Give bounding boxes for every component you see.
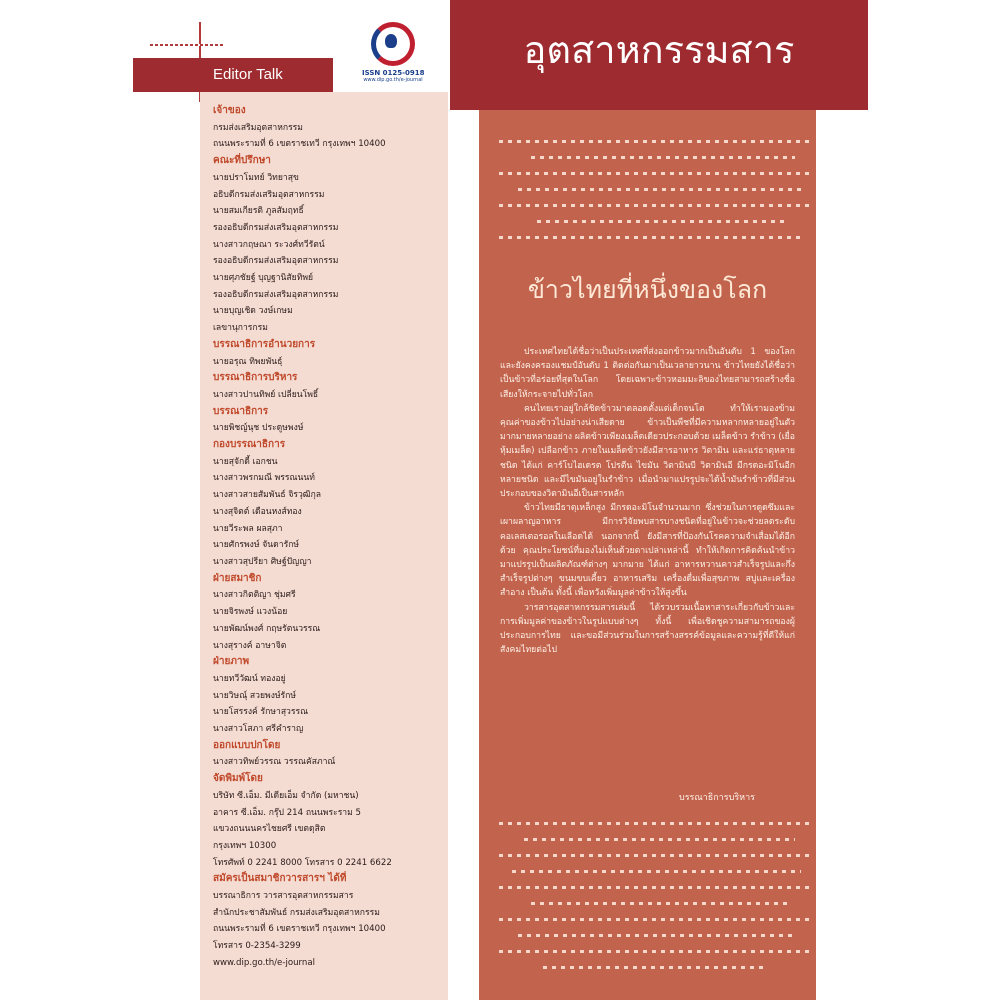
article-paragraph: คนไทยเราอยู่ใกล้ชิดข้าวมาตลอดตั้งแต่เด็กจนโต ทำให้เรามองข้ามคุณค่าของข้าวไปอย่างน่าเสียดาย ข้าวเป็นพืชที่มีความหลากหลายอยู่ในตัวมากมายหลายอย่าง ผลิตข้าวเพียงเมล็ดเดียวประกอบด้วย เมล็ดข้าว รำข้าว (เยื่อหุ้มเมล็ด) เปลือกข้าว ภายในเมล็ดข้าวยังมีสารอาหาร วิตามิน และแร่ธาตุหลายชนิด ได้แก่ คาร์โบไฮเดรต โปรตีน ไขมัน วิตามินบี วิตามินอี มีกรดอะมิโนอีกหลายชนิด และมีไขมันอยู่ในรำข้าว เมื่อนำมาแปรรูปจะได้น้ำมันรำข้าวที่มีส่วนประกอบของวิตามินอีเป็นสารหลัก bbox=[500, 403, 795, 500]
staff-heading: จัดพิมพ์โดย bbox=[213, 773, 263, 785]
staff-entry: นายทวีวัฒน์ ทองอยู่ bbox=[213, 673, 286, 684]
staff-entry: www.dip.go.th/e-journal bbox=[213, 957, 316, 968]
dip-logo bbox=[362, 22, 424, 94]
staff-entry: รองอธิบดีกรมส่งเสริมอุตสาหกรรม bbox=[213, 222, 339, 233]
staff-entry: นางสาวปานทิพย์ เปลี่ยนโพธิ์ bbox=[213, 389, 319, 400]
decorative-cross-horizontal bbox=[150, 44, 225, 46]
staff-entry: อธิบดีกรมส่งเสริมอุตสาหกรรม bbox=[213, 189, 325, 200]
staff-heading: ออกแบบปกโดย bbox=[213, 739, 281, 751]
staff-entry: นางสาวกฤษณา ระวงศ์ทวีรัตน์ bbox=[213, 239, 325, 250]
staff-entry: นางสาวสุปรียา ศิษฐ์ปัญญา bbox=[213, 556, 312, 567]
staff-entry: นายอรุณ ทิพยพันธุ์ bbox=[213, 356, 283, 367]
staff-heading: บรรณาธิการบริหาร bbox=[213, 372, 298, 384]
staff-heading: สมัครเป็นสมาชิกวารสารฯ ได้ที่ bbox=[213, 873, 347, 885]
staff-entry: เลขานุการกรม bbox=[213, 323, 268, 334]
magazine-title: อุตสาหกรรมสาร bbox=[523, 28, 795, 72]
staff-entry: โทรศัพท์ 0 2241 8000 โทรสาร 0 2241 6622 bbox=[213, 857, 392, 868]
staff-entry: นายปราโมทย์ วิทยาสุข bbox=[213, 172, 299, 183]
section-label: Editor Talk bbox=[213, 66, 283, 83]
staff-entry: นางสาวทิพย์วรรณ วรรณคัสภาณ์ bbox=[213, 757, 336, 768]
staff-entry: อาคาร ซี.เอ็ม. กรุ๊ป 214 ถนนพระราม 5 bbox=[213, 807, 361, 818]
staff-entry: แขวงถนนนครไชยศรี เขตดุสิต bbox=[213, 824, 326, 835]
staff-entry: นายศุภชัยฐ์ บุญฐานิสัยทิพย์ bbox=[213, 273, 314, 284]
article-paragraph: ประเทศไทยได้ชื่อว่าเป็นประเทศที่ส่งออกข้าวมากเป็นอันดับ 1 ของโลก และยังคงครองแชมป์อันดับ 1 ติดต่อกันมาเป็นเวลายาวนาน ข้าวไทยยังได้ชื่อว่าเป็นข้าวที่อร่อยที่สุดในโลก โดยเฉพาะข้าวหอมมะลิของไทยสามารถสร้างชื่อเสียงให้กระจายไปทั่วโลก bbox=[500, 347, 795, 400]
staff-entry: นางสุจิตต์ เดือนหงส์ทอง bbox=[213, 506, 302, 517]
staff-heading: ฝ่ายภาพ bbox=[213, 656, 250, 668]
staff-entry: โทรสาร 0-2354-3299 bbox=[213, 941, 301, 952]
staff-list bbox=[213, 103, 443, 972]
staff-entry: นายสมเกียรติ ภูลสัมฤทธิ์ bbox=[213, 206, 304, 217]
staff-heading: เจ้าของ bbox=[213, 105, 246, 116]
staff-entry: นายวีระพล ผลสุภา bbox=[213, 523, 283, 534]
staff-entry: สำนักประชาสัมพันธ์ กรมส่งเสริมอุตสาหกรรม bbox=[213, 907, 380, 918]
staff-heading: บรรณาธิการ bbox=[213, 405, 269, 417]
staff-heading: คณะที่ปรึกษา bbox=[213, 155, 271, 167]
staff-entry: นางสาวสายสัมพันธ์ จิรวุฒิกุล bbox=[213, 490, 322, 501]
staff-entry: นายศักรพงษ์ จันดารักษ์ bbox=[213, 540, 300, 551]
masthead bbox=[448, 0, 868, 110]
staff-heading: กองบรรณาธิการ bbox=[213, 439, 286, 451]
staff-entry: นายพิชญ์นุช ประดูษพงษ์ bbox=[213, 423, 304, 434]
article-body bbox=[500, 345, 795, 657]
staff-entry: รองอธิบดีกรมส่งเสริมอุตสาหกรรม bbox=[213, 256, 339, 267]
decorative-dots-top bbox=[499, 140, 814, 252]
logo-url: www.dip.go.th/e-journal bbox=[363, 77, 423, 83]
article-headline: ข้าวไทยที่หนึ่งของโลก bbox=[527, 275, 768, 304]
staff-entry: รองอธิบดีกรมส่งเสริมอุตสาหกรรม bbox=[213, 289, 339, 300]
staff-heading: ฝ่ายสมาชิก bbox=[213, 572, 262, 584]
staff-entry: นางสุรางค์ อาษาจิต bbox=[213, 640, 287, 651]
staff-entry: ถนนพระรามที่ 6 เขตราชเทวี กรุงเทพฯ 10400 bbox=[213, 924, 386, 935]
staff-heading: บรรณาธิการอำนวยการ bbox=[213, 338, 316, 350]
staff-entry: กรุงเทพฯ 10300 bbox=[213, 840, 277, 851]
article-signature: บรรณาธิการบริหาร bbox=[679, 793, 755, 803]
staff-entry: นายโสรรงค์ รักษาสุวรรณ bbox=[213, 707, 309, 718]
article-paragraph: วารสารอุตสาหกรรมสารเล่มนี้ ได้รวบรวมเนื้อหาสาระเกี่ยวกับข้าวและการเพิ่มมูลค่าของข้าวในรูปแบบต่างๆ ทั้งนี้ เพื่อเชิดชูความสามารถของผู้ประกอบการไทย และขอมีส่วนร่วมในการสร้างสรรค์ข้อมูลและความรู้ที่ดีให้แก่สังคมไทยต่อไป bbox=[500, 602, 795, 656]
decorative-dots-bottom bbox=[499, 822, 814, 982]
staff-entry: บริษัท ซี.เอ็ม. มีเดียเอ็ม จำกัด (มหาชน) bbox=[213, 790, 359, 801]
staff-entry: นายวิษณุ์ สวยพงษ์รักษ์ bbox=[213, 690, 297, 701]
logo-emblem-icon bbox=[371, 22, 415, 66]
section-label-bar bbox=[133, 58, 333, 92]
staff-entry: นายพัฒน์พงศ์ กฤษรัตนวรรณ bbox=[213, 623, 321, 634]
staff-entry: นางสาวพรกมณี พรรณนนท์ bbox=[213, 473, 315, 484]
staff-entry: นายสุจักดี้ เอกชน bbox=[213, 456, 278, 467]
staff-entry: นางสาวกิตติญา ชุ่มศรี bbox=[213, 590, 296, 601]
staff-entry: นายจิรพงษ์ แวงน้อย bbox=[213, 607, 288, 618]
logo-issn: ISSN 0125-0918 bbox=[362, 69, 425, 77]
staff-entry: บรรณาธิการ วารสารอุตสาหกรรมสาร bbox=[213, 891, 354, 902]
staff-entry: ถนนพระรามที่ 6 เขตราชเทวี กรุงเทพฯ 10400 bbox=[213, 139, 386, 150]
staff-entry: นางสาวโสภา ศรีคำราญ bbox=[213, 724, 304, 735]
article-paragraph: ข้าวไทยมีธาตุเหล็กสูง มีกรดอะมิโนจำนวนมาก ซึ่งช่วยในการดูดซึมและเผาผลาญอาหาร มีการวิจัยพบสารบางชนิดที่อยู่ในข้าวจะช่วยลดระดับคอเลสเตอรอลในเลือดได้ นอกจากนี้ ยังมีสารที่ป้องกันโรคความจำเสื่อมได้อีกด้วย คุณประโยชน์ที่มองไม่เห็นด้วยตาเปล่าเหล่านี้ ทำให้เกิดการคิดค้นนำข้าวมาแปรรูปเป็นผลิตภัณฑ์ต่างๆ มากมาย ได้แก่ อาหารหวานคาวสำเร็จรูปและกึ่งสำเร็จรูปต่างๆ ขนมขบเคี้ยว อาหารเสริม เครื่องดื่มเพื่อสุขภาพ สบู่และเครื่องสำอาง เป็นต้น ทั้งนี้ เพื่อหวังเพิ่มมูลค่าข้าวให้สูงขึ้น bbox=[500, 503, 795, 599]
staff-entry: นายบุญเชิด วงษ์เกษม bbox=[213, 306, 293, 317]
staff-entry: กรมส่งเสริมอุตสาหกรรม bbox=[213, 122, 303, 133]
